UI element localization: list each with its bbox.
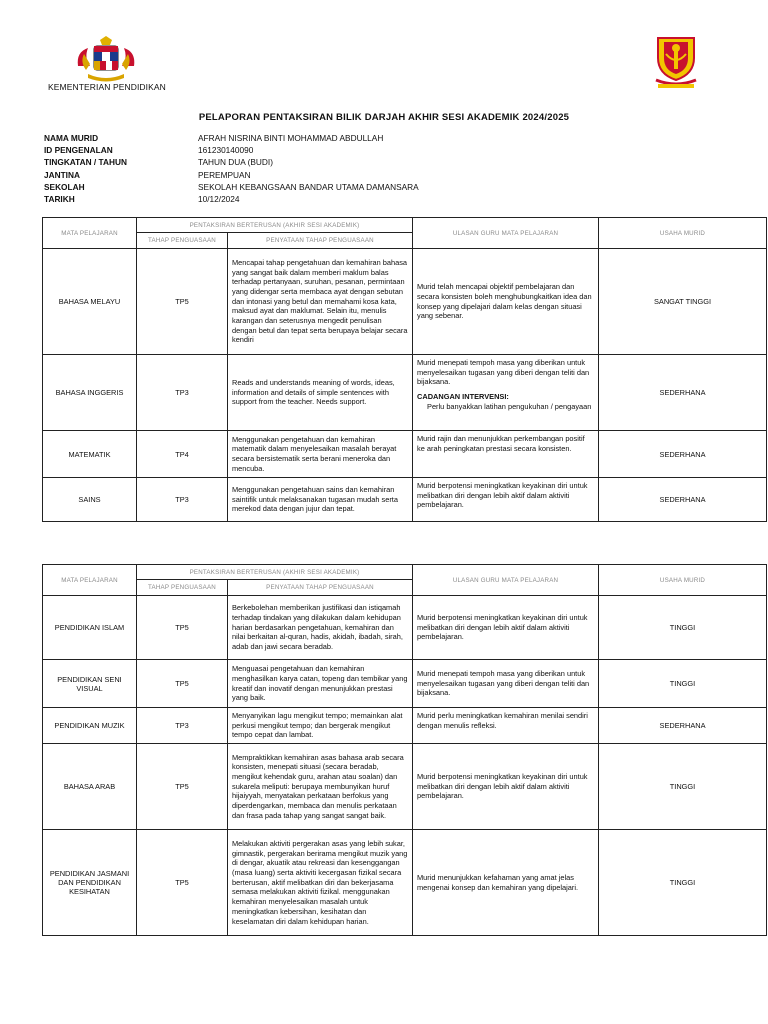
effort-cell: TINGGI bbox=[599, 830, 767, 936]
comment-cell: Murid berpotensi meningkatkan keyakinan diri untuk melibatkan diri dengan lebih aktif dalam aktiviti pembelajaran. bbox=[413, 596, 599, 660]
level-cell: TP3 bbox=[137, 355, 228, 431]
info-row-school bbox=[44, 181, 419, 193]
assessment-table-1 bbox=[42, 217, 767, 522]
table-row bbox=[43, 744, 767, 830]
effort-cell: SEDERHANA bbox=[599, 355, 767, 431]
report-date: 10/12/2024 bbox=[198, 194, 240, 205]
level-cell: TP5 bbox=[137, 249, 228, 355]
statement-cell: Menyanyikan lagu mengikut tempo; memainkan alat perkusi mengikut tempo; dan bergerak mengikut tempo cepat dan lambat. bbox=[228, 708, 413, 744]
subject-cell: MATEMATIK bbox=[43, 431, 137, 478]
col-statement-header: PENYATAAN TAHAP PENGUASAAN bbox=[228, 580, 413, 596]
statement-cell: Mencapai tahap pengetahuan dan kemahiran bahasa yang sangat baik dalam memberi maklum balas terhadap pertanyaan, suruhan, pesanan, permintaan yang didengar serta membaca ayat dengan sebutan dan intonasi yang betul dan memahami kosa kata, maksud ayat dan maklumat. Selain itu, menulis karangan dan seterusnya mengedit penulisan dengan betul dan tepat serta berupaya belajar secara kendiri bbox=[228, 249, 413, 355]
comment-cell: Murid berpotensi meningkatkan keyakinan diri untuk melibatkan diri dengan lebih aktif dalam aktiviti pembelajaran. bbox=[413, 744, 599, 830]
col-effort-header: USAHA MURID bbox=[599, 565, 767, 596]
info-label: SEKOLAH bbox=[44, 181, 85, 192]
col-assessment-header: PENTAKSIRAN BERTERUSAN (AKHIR SESI AKADEMIK) bbox=[137, 565, 413, 580]
col-level-header: TAHAP PENGUASAAN bbox=[137, 580, 228, 596]
table-row bbox=[43, 596, 767, 660]
subject-cell: PENDIDIKAN SENI VISUAL bbox=[43, 660, 137, 708]
info-label: ID PENGENALAN bbox=[44, 145, 113, 156]
table-row bbox=[43, 660, 767, 708]
info-row-name bbox=[44, 132, 419, 144]
level-cell: TP5 bbox=[137, 660, 228, 708]
info-label: TINGKATAN / TAHUN bbox=[44, 157, 127, 168]
subject-cell: PENDIDIKAN JASMANI DAN PENDIDIKAN KESIHATAN bbox=[43, 830, 137, 936]
info-row-date bbox=[44, 193, 419, 205]
student-info bbox=[44, 132, 419, 205]
table-row bbox=[43, 249, 767, 355]
statement-cell: Menggunakan pengetahuan sains dan kemahiran saintifik untuk melaksanakan tugasan mudah serta merekod data dengan jujur dan tepat. bbox=[228, 478, 413, 522]
effort-cell: TINGGI bbox=[599, 744, 767, 830]
col-assessment-header: PENTAKSIRAN BERTERUSAN (AKHIR SESI AKADEMIK) bbox=[137, 218, 413, 233]
student-school: SEKOLAH KEBANGSAAN BANDAR UTAMA DAMANSARA bbox=[198, 181, 419, 192]
info-label: TARIKH bbox=[44, 194, 75, 205]
table-row bbox=[43, 478, 767, 522]
subject-cell: BAHASA ARAB bbox=[43, 744, 137, 830]
ministry-name: KEMENTERIAN PENDIDIKAN bbox=[48, 82, 166, 92]
student-id: 161230140090 bbox=[198, 145, 254, 156]
effort-cell: SANGAT TINGGI bbox=[599, 249, 767, 355]
statement-cell: Menguasai pengetahuan dan kemahiran menghasilkan karya catan, topeng dan tembikar yang kreatif dan inovatif dengan menunjukkan prestasi yang baik. bbox=[228, 660, 413, 708]
statement-cell: Berkebolehan memberikan justifikasi dan istiqamah terhadap tindakan yang dilakukan dalam kehidupan harian berdasarkan pengetahuan, kemahiran dan nilai berkaitan al-quran, hadis, akidah, ibadah, sirah, adab dan jawi secara beradab. bbox=[228, 596, 413, 660]
subject-cell: BAHASA MELAYU bbox=[43, 249, 137, 355]
level-cell: TP5 bbox=[137, 596, 228, 660]
statement-cell: Menggunakan pengetahuan dan kemahiran matematik dalam menyelesaikan masalah berayat secara bersistematik serta berani meneroka dan mencuba. bbox=[228, 431, 413, 478]
comment-cell: Murid telah mencapai objektif pembelajaran dan secara konsisten boleh menghubungkaitkan idea dan konsep yang dipelajari dalam kelas dengan situasi yang sebenar. bbox=[413, 249, 599, 355]
level-cell: TP5 bbox=[137, 744, 228, 830]
school-badge-logo bbox=[654, 36, 698, 90]
subject-cell: SAINS bbox=[43, 478, 137, 522]
info-label: JANTINA bbox=[44, 169, 80, 180]
comment-cell: Murid menepati tempoh masa yang diberikan untuk menyelesaikan tugasan yang diberi dengan teliti dan bijaksana. bbox=[413, 660, 599, 708]
comment-cell: Murid rajin dan menunjukkan perkembangan positif ke arah peningkatan prestasi secara konsisten. bbox=[413, 431, 599, 478]
subject-cell: PENDIDIKAN MUZIK bbox=[43, 708, 137, 744]
comment-cell: Murid menunjukkan kefahaman yang amat jelas mengenai konsep dan kemahiran yang dipelajari. bbox=[413, 830, 599, 936]
assessment-table-2 bbox=[42, 564, 767, 936]
level-cell: TP5 bbox=[137, 830, 228, 936]
info-label: NAMA MURID bbox=[44, 133, 99, 143]
effort-cell: SEDERHANA bbox=[599, 478, 767, 522]
intervention-text: Perlu banyakkan latihan pengukuhan / pengayaan bbox=[427, 401, 592, 411]
comment-text: Murid menepati tempoh masa yang diberikan untuk menyelesaikan tugasan yang diberi dengan teliti dan bijaksana. bbox=[417, 358, 590, 387]
intervention-title: CADANGAN INTERVENSI: bbox=[417, 392, 509, 402]
report-title: PELAPORAN PENTAKSIRAN BILIK DARJAH AKHIR SESI AKADEMIK 2024/2025 bbox=[198, 112, 570, 123]
level-cell: TP3 bbox=[137, 708, 228, 744]
effort-cell: SEDERHANA bbox=[599, 708, 767, 744]
effort-cell: TINGGI bbox=[599, 660, 767, 708]
col-level-header: TAHAP PENGUASAAN bbox=[137, 233, 228, 249]
statement-cell: Melakukan aktiviti pergerakan asas yang lebih sukar, gimnastik, pergerakan berirama mengikut muzik yang di dengar, akuatik atau rekreasi dan kesenggangan (masa luang) serta aktiviti kecergasan fizikal secara berterusan, aktif melibatkan diri dan bekerjasama semasa melakukan aktiviti fizikal. menggunakan kemahiran menyelesaikan masalah untuk meningkatkan kebersihan, kesihatan dan keselamatan diri dalam kehidupan harian. bbox=[228, 830, 413, 936]
subject-cell: PENDIDIKAN ISLAM bbox=[43, 596, 137, 660]
table-row bbox=[43, 355, 767, 431]
col-subject-header: MATA PELAJARAN bbox=[43, 565, 137, 596]
student-name: AFRAH NISRINA BINTI MOHAMMAD ABDULLAH bbox=[198, 133, 384, 143]
col-subject-header: MATA PELAJARAN bbox=[43, 218, 137, 249]
comment-cell: Murid perlu meningkatkan kemahiran menilai sendiri dengan menulis refleksi. bbox=[413, 708, 599, 744]
table-row bbox=[43, 431, 767, 478]
info-row-class bbox=[44, 156, 419, 168]
col-statement-header: PENYATAAN TAHAP PENGUASAAN bbox=[228, 233, 413, 249]
level-cell: TP4 bbox=[137, 431, 228, 478]
subject-cell: BAHASA INGGERIS bbox=[43, 355, 137, 431]
level-cell: TP3 bbox=[137, 478, 228, 522]
statement-cell: Reads and understands meaning of words, ideas, information and details of simple sentences with support from the teacher. Needs support. bbox=[228, 355, 413, 431]
statement-cell: Mempraktikkan kemahiran asas bahasa arab secara konsisten, menepati situasi (secara beradab, mengikut kehendak guru, arahan atau soalan) dan sukarela meliputi: berupaya membunyikan huruf hijaiyyah, menyatakan perkataan berfokus yang diperdengarkan, membaca dan menulis perkataan dan frasa pada tahap yang sangat sangat baik. bbox=[228, 744, 413, 830]
col-comment-header: ULASAN GURU MATA PELAJARAN bbox=[413, 218, 599, 249]
comment-cell: Murid berpotensi meningkatkan keyakinan diri untuk melibatkan diri dengan lebih aktif dalam aktiviti pembelajaran. bbox=[413, 478, 599, 522]
effort-cell: SEDERHANA bbox=[599, 431, 767, 478]
student-gender: PEREMPUAN bbox=[198, 169, 251, 180]
student-class: TAHUN DUA (BUDI) bbox=[198, 157, 273, 168]
table-row bbox=[43, 708, 767, 744]
comment-cell bbox=[413, 355, 599, 431]
col-comment-header: ULASAN GURU MATA PELAJARAN bbox=[413, 565, 599, 596]
table-row bbox=[43, 830, 767, 936]
info-row-gender bbox=[44, 169, 419, 181]
col-effort-header: USAHA MURID bbox=[599, 218, 767, 249]
info-row-id bbox=[44, 144, 419, 156]
ministry-crest-logo bbox=[74, 36, 138, 84]
effort-cell: TINGGI bbox=[599, 596, 767, 660]
